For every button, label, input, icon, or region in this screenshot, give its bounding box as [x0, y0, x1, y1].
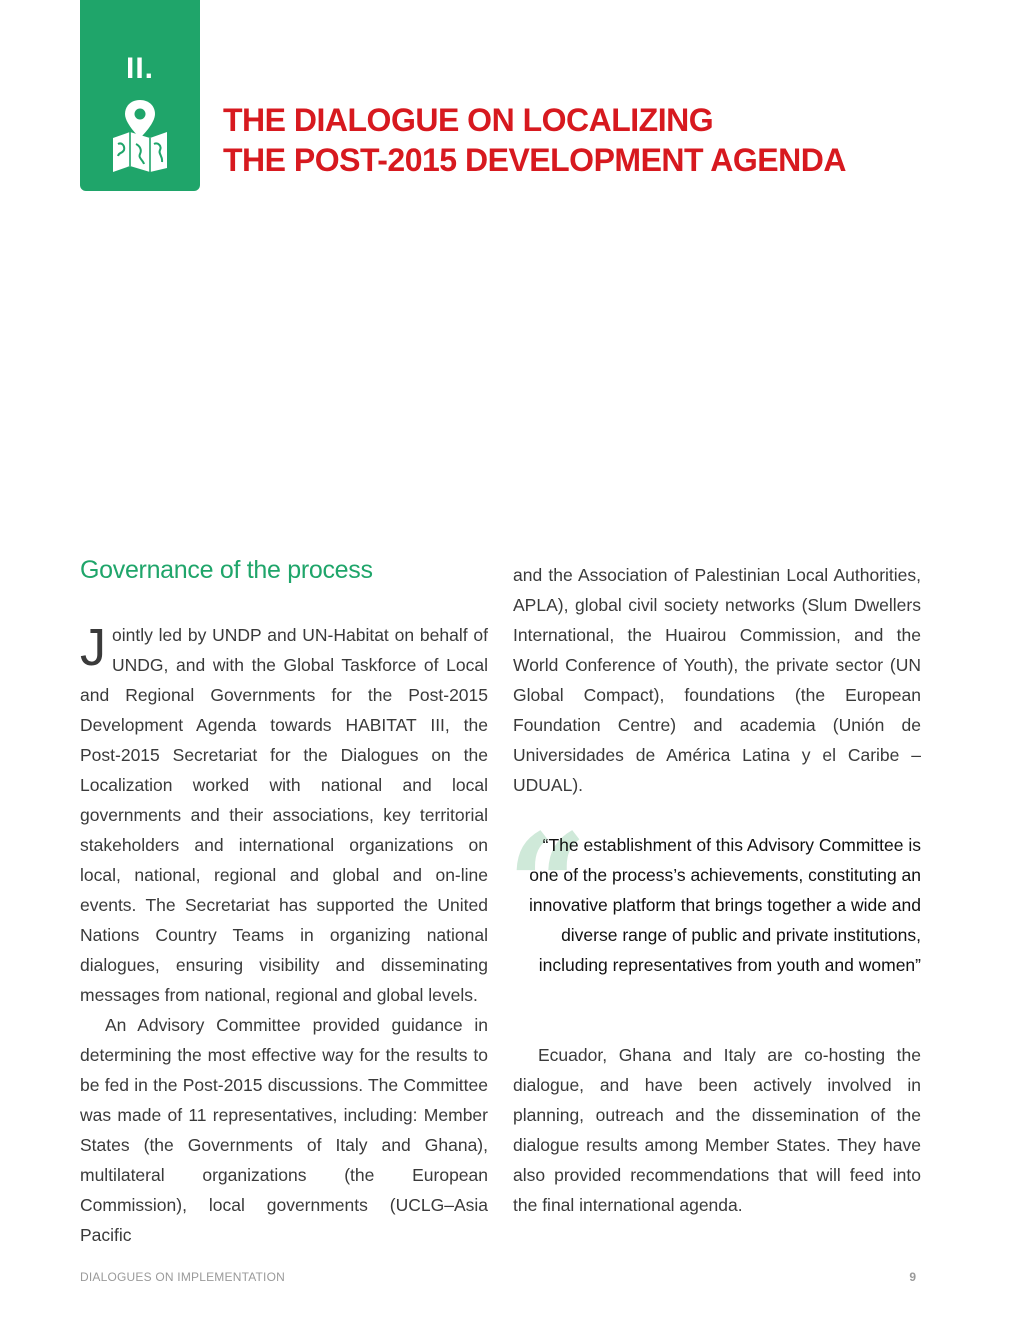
- map-pin-icon: [110, 98, 170, 172]
- paragraph-advisory: An Advisory Committee provided guidance in determining the most effective way for the results to be fed in the Post-2015 discussions. The Committee was made of 11 representatives, including: Member States (the Governments of Italy and Ghana), multilateral organizations (the European Commission), local governments (UCLG–Asia Pacific: [80, 1015, 488, 1245]
- chapter-tab: [80, 0, 200, 191]
- paragraph-intro-text: ointly led by UNDP and UN-Habitat on behalf of UNDG, and with the Global Taskforce of Local and Regional Governments for the Post-2015 Development Agenda towards HABITAT III, the Post-2015 Secretariat for the Dialogues on the Localization worked with national and local governments and their associations, key territorial stakeholders and international organizations on local, national, regional and global and on-line events. The Secretariat has supported the United Nations Country Teams in organizing national dialogues, ensuring visibility and disseminating messages from national, regional and global levels.: [80, 625, 488, 1005]
- paragraph-continuation: and the Association of Palestinian Local Authorities, APLA), global civil society networks (Slum Dwellers International, the Huairou Commission, and the World Conference of Youth), the private sector (UN Global Compact), foundations (the European Foundation Centre) and academia (Unión de Universidades de América Latina y el Caribe – UDUAL).: [513, 565, 921, 795]
- page-number: 9: [909, 1270, 916, 1284]
- paragraph-cohosts: Ecuador, Ghana and Italy are co-hosting the dialogue, and have been actively involved in planning, outreach and the dissemination of the dialogue results among Member States. They have also provided recommendations that will feed into the final international agenda.: [513, 1045, 921, 1215]
- chapter-number: II.: [125, 52, 154, 85]
- footer-publication: DIALOGUES ON IMPLEMENTATION: [80, 1270, 285, 1284]
- quote-mark-icon: “: [507, 804, 588, 968]
- chapter-title-line-1: THE DIALOGUE ON LOCALIZING: [223, 102, 714, 138]
- left-column: [80, 620, 488, 1250]
- paragraph-intro: [80, 620, 488, 1010]
- right-column-lower: [513, 1040, 921, 1220]
- chapter-title-line-2: THE POST-2015 DEVELOPMENT AGENDA: [223, 142, 846, 178]
- chapter-title: [223, 100, 846, 180]
- dropcap: J: [80, 619, 106, 677]
- right-column: [513, 560, 921, 800]
- pull-quote: [507, 804, 921, 1018]
- pull-quote-text: “The establishment of this Advisory Committee is one of the process’s achievements, constituting an innovative platform that brings together a wide and diverse range of public and private institutions, including representatives from youth and women”: [528, 835, 921, 975]
- section-heading: Governance of the process: [80, 556, 373, 584]
